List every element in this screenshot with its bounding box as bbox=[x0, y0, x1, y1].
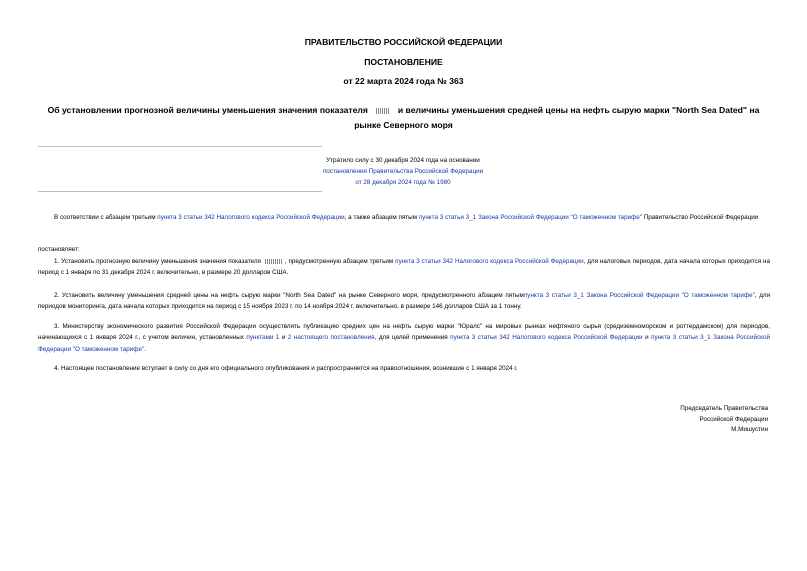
item-2 bbox=[38, 290, 770, 313]
bottom-divider bbox=[38, 191, 322, 192]
formula-image-icon bbox=[265, 259, 283, 264]
government-heading: ПРАВИТЕЛЬСТВО РОССИЙСКОЙ ФЕДЕРАЦИИ bbox=[304, 37, 503, 47]
preamble-text-2: , а также абзацем пятым bbox=[344, 214, 419, 221]
link-customs-tariff-law[interactable]: пункта 3 статьи 3_1 Закона Российской Федерации "О таможенном тарифе" bbox=[38, 334, 770, 353]
signature-position: Председатель Правительства bbox=[680, 405, 768, 412]
formula-image-icon bbox=[376, 108, 390, 114]
item2-text-1: 2. Установить величину уменьшения средней цены на нефть сырую марки "North Sea Dated" на рынке Северного моря, предусмотренного абзацем пятым bbox=[54, 292, 524, 299]
item3-text-3: , для целей применения bbox=[374, 334, 451, 342]
item3-text-1: 3. Министерству экономического развития Российской Федерации осуществлять публикацию средних цен на нефть сырую марки "Юралс" на мировых рынках нефтяного сырья (средиземноморском и роттердамском) для периодов, начинающихся с 1 января 2024 г., с учетом величин, установленных bbox=[38, 323, 770, 342]
item-3 bbox=[38, 321, 770, 355]
item-1 bbox=[38, 256, 770, 279]
preamble-text-3: Правительство Российской Федерации bbox=[642, 214, 759, 221]
link-customs-tariff-law[interactable]: пункта 3 статьи 3_1 Закона Российской Федерации "О таможенном тарифе" bbox=[418, 214, 643, 221]
link-customs-tariff-law[interactable]: пункта 3 статьи 3_1 Закона Российской Федерации "О таможенном тарифе" bbox=[523, 292, 755, 299]
signature-country: Российской Федерации bbox=[699, 415, 768, 423]
item1-text-1: 1. Установить прогнозную величину уменьшения значения показателя bbox=[54, 258, 263, 265]
signature-name: М.Мишустин bbox=[731, 426, 768, 433]
document-type: ПОСТАНОВЛЕНИЕ bbox=[364, 57, 443, 67]
item3-text-4: и bbox=[642, 334, 652, 342]
title-part-1: Об установлении прогнозной величины уменьшения значения показателя bbox=[47, 105, 368, 115]
decrees-word bbox=[38, 244, 770, 255]
repeal-text: Утратило силу с 30 декабря 2024 года на основании bbox=[326, 157, 480, 164]
item1-text-3: , для налоговых периодов, дата начала которых приходится на период с 1 января по 31 декабря 2024 г. включительно, в размере 20 долларов США. bbox=[38, 258, 770, 277]
decrees-text: постановляет: bbox=[38, 246, 80, 253]
item2-text-2: , для периодов мониторинга, дата начала которых приходится на период с 15 ноября 2023 г. по 14 ноября 2024 г. включительно, в размере 146 долларов США за 1 тонну. bbox=[38, 292, 770, 311]
preamble bbox=[38, 212, 770, 223]
date-and-number: от 22 марта 2024 года № 363 bbox=[343, 76, 464, 86]
repeal-link-date[interactable]: от 28 декабря 2024 года № 1980 bbox=[355, 179, 451, 186]
preamble-text-1: В соответствии с абзацем третьим bbox=[54, 214, 158, 221]
link-item-1[interactable]: пунктами 1 bbox=[246, 334, 280, 342]
item-4 bbox=[38, 363, 770, 374]
title-part-2: и величины уменьшения средней цены на нефть сырую марки "North Sea Dated" на рынке Северного моря bbox=[354, 105, 760, 130]
item3-text-2: и bbox=[279, 334, 288, 342]
item1-text-2: , предусмотренную абзацем третьим bbox=[284, 258, 396, 265]
link-tax-code-342[interactable]: пункта 3 статьи 342 Налогового кодекса Российской Федерации bbox=[395, 258, 584, 265]
signature-block bbox=[680, 404, 768, 436]
item4-text: 4. Настоящее постановление вступает в силу со дня его официального опубликования и распространяется на правоотношения, возникшие с 1 января 2024 г. bbox=[54, 365, 518, 372]
repeal-notice bbox=[250, 155, 556, 188]
link-tax-code-342[interactable]: пункта 3 статьи 342 Налогового кодекса Российской Федерации bbox=[450, 334, 643, 342]
link-item-2[interactable]: 2 настоящего постановления bbox=[287, 334, 375, 342]
document-title bbox=[40, 103, 767, 133]
top-divider bbox=[38, 146, 322, 147]
link-tax-code-342[interactable]: пункта 3 статьи 342 Налогового кодекса Российской Федерации bbox=[157, 214, 345, 221]
repeal-link-decree[interactable]: постановления Правительства Российской Федерации bbox=[322, 168, 484, 175]
item3-text-5: . bbox=[144, 345, 146, 353]
